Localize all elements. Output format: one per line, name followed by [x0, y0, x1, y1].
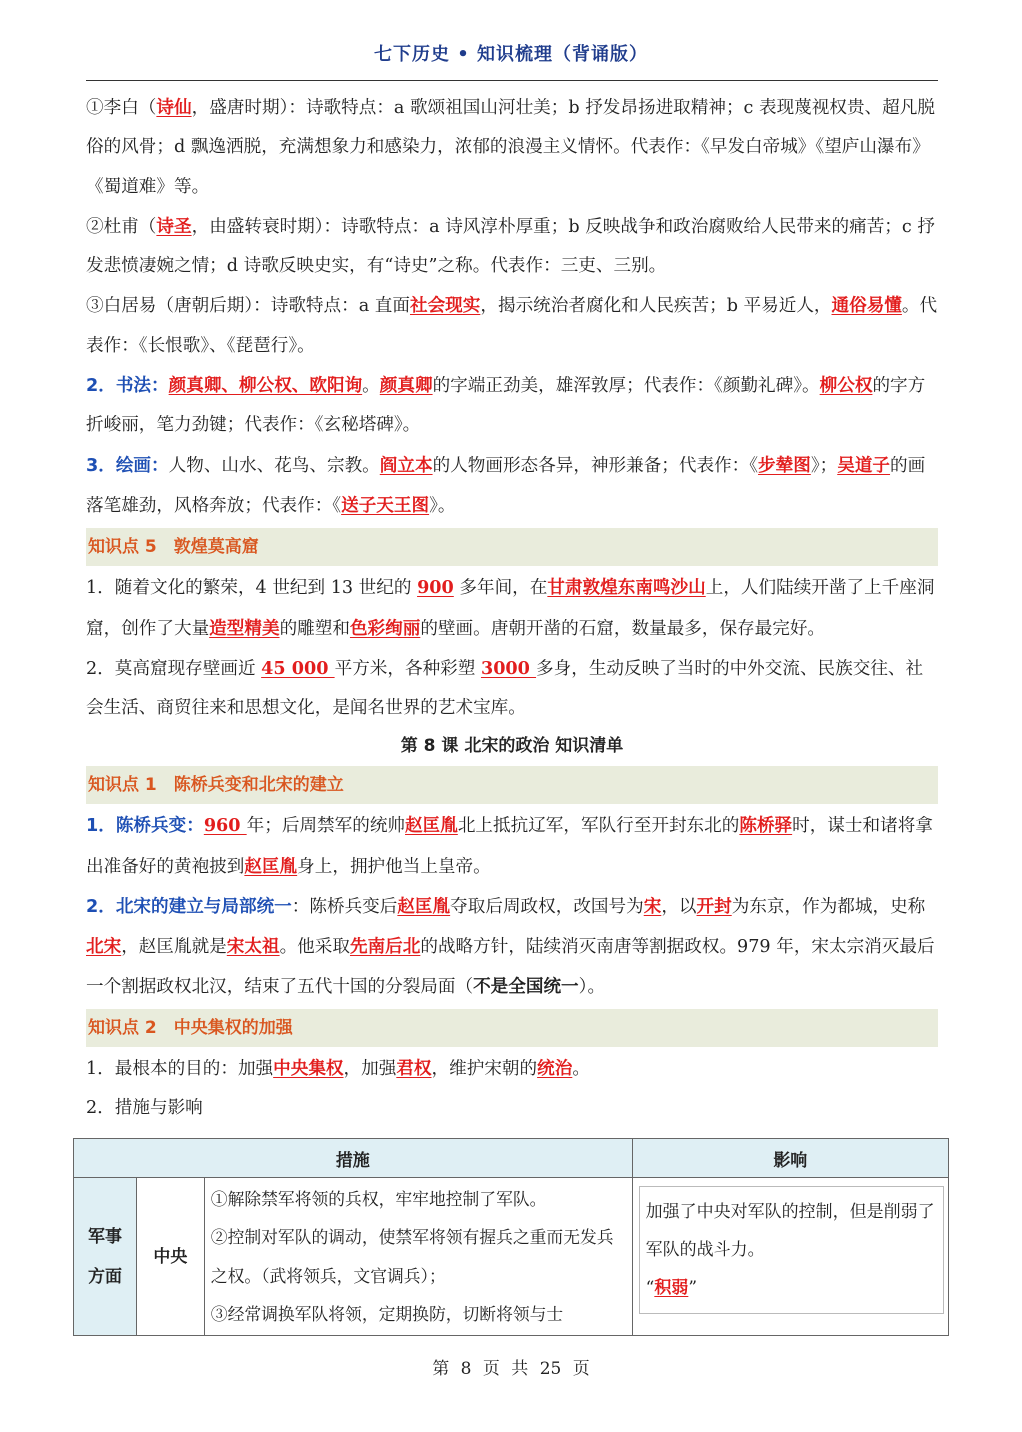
- key-term: 君权: [396, 1057, 432, 1079]
- page-header-title: 七下历史 • 知识梳理（背诵版）: [373, 44, 649, 65]
- impact-cell: [632, 1178, 948, 1336]
- key-term: 柳公权: [819, 375, 873, 397]
- key-term: 陈桥驿: [739, 815, 793, 837]
- lesson-title: 第 8 课 北宋的政治 知识清单: [400, 736, 624, 757]
- main-content: [86, 88, 938, 1129]
- measures-table: [73, 1138, 949, 1336]
- key-term: 颜真卿: [379, 375, 433, 397]
- centralize-purpose: 1．最根本的目的：加强中央集权，加强君权，维护宋朝的统治。: [86, 1057, 590, 1079]
- key-term: 开封: [696, 896, 732, 918]
- beisong-paragraph: 2．北宋的建立与局部统一：陈桥兵变后赵匡胤夺取后周政权，改国号为宋，以开封为东京，作为都城，史称北宋，赵匡胤就是宋太祖。他采取先南后北的战略方针，陆续消灭南唐等割据政权。979 年，宋太宗消灭最后一个割据政权北汉，结束了五代十国的分裂局面（不是全国统一）。: [86, 896, 935, 997]
- centralize-measures-heading: 2．措施与影响: [86, 1098, 203, 1119]
- key-term: 社会现实: [409, 295, 481, 317]
- dunhuang-paragraph-1: 1．随着文化的繁荣，4 世纪到 13 世纪的 900 多年间，在甘肃敦煌东南鸣沙山上，人们陆续开凿了上千座洞窟，创作了大量造型精美的雕塑和色彩绚丽的壁画。唐朝开凿的石窟，数量最多，保存最完好。: [86, 577, 935, 639]
- key-term: 吴道子: [837, 454, 891, 476]
- key-term: 赵匡胤: [244, 855, 298, 877]
- table-header-measures: 措施: [74, 1139, 633, 1178]
- key-term: 北宋: [86, 936, 122, 958]
- measure-item: ③经常调换军队将领，定期换防，切断将领与士: [210, 1304, 564, 1324]
- table-header-impact: 影响: [632, 1139, 948, 1178]
- key-term: 色彩绚丽: [349, 617, 421, 639]
- section-label: 2．书法：: [86, 376, 169, 397]
- key-term: 900: [417, 577, 454, 599]
- key-term: 赵匡胤: [405, 815, 458, 837]
- key-term: 960: [203, 815, 247, 837]
- impact-box: 加强了中央对军队的控制，但是削弱了军队的战斗力。 “积弱”: [639, 1186, 944, 1314]
- measures-cell: [204, 1178, 632, 1336]
- key-term: 宋: [643, 896, 662, 918]
- bold-note: 不是全国统一: [473, 976, 579, 997]
- key-term: 送子天王图: [341, 494, 430, 516]
- key-term: 阎立本: [379, 454, 433, 476]
- key-term: 先南后北: [349, 936, 421, 958]
- row-category: 军事方面: [74, 1178, 137, 1336]
- section-label: 2．北宋的建立与局部统一: [86, 897, 292, 918]
- poet-baijuyi: ③白居易（唐朝后期）：诗歌特点：a 直面社会现实，揭示统治者腐化和人民疾苦；b 平易近人，通俗易懂。代表作：《长恨歌》、《琵琶行》。: [86, 295, 938, 356]
- key-term: 诗圣: [156, 215, 192, 237]
- key-term: 通俗易懂: [831, 295, 902, 317]
- key-term: 宋太祖: [226, 936, 280, 958]
- painting-paragraph: 3．绘画：人物、山水、花鸟、宗教。阎立本的人物画形态各异，神形兼备；代表作：《步辇图》；吴道子的画落笔雄劲，风格奔放；代表作：《送子天王图》。: [86, 454, 926, 516]
- knowledge-point-heading: 知识点 5 敦煌莫高窟: [86, 528, 938, 566]
- measure-item: ②控制对军队的调动，使禁军将领有握兵之重而无发兵之权。（武将领兵，文官调兵）；: [210, 1227, 614, 1286]
- section-label: 3．绘画：: [86, 455, 169, 476]
- key-term: 积弱: [654, 1278, 689, 1298]
- row-subcategory: 中央: [136, 1178, 204, 1336]
- page-footer: 第 8 页 共 25 页: [432, 1359, 590, 1379]
- key-term: 中央集权: [273, 1057, 344, 1079]
- key-term: 甘肃敦煌东南鸣沙山: [547, 577, 706, 599]
- key-term: 步辇图: [758, 454, 811, 476]
- header-divider: [86, 80, 938, 81]
- poet-libai: ①李白（诗仙，盛唐时期）：诗歌特点：a 歌颂祖国山河壮美；b 抒发昂扬进取精神；c 表现蔑视权贵、超凡脱俗的风骨；d 飘逸洒脱，充满想象力和感染力，浓郁的浪漫主义情怀。代表作：《早发白帝城》《望庐山瀑布》《蜀道难》等。: [86, 97, 935, 197]
- key-term: 造型精美: [209, 617, 280, 639]
- knowledge-point-heading: 知识点 1 陈桥兵变和北宋的建立: [86, 766, 938, 804]
- key-term: 3000: [480, 657, 537, 679]
- table-header-row: [74, 1139, 949, 1178]
- knowledge-point-heading: 知识点 2 中央集权的加强: [86, 1009, 938, 1047]
- calligraphy-paragraph: 2．书法：颜真卿、柳公权、欧阳询。颜真卿的字端正劲美，雄浑敦厚；代表作：《颜勤礼碑》。柳公权的字方折峻丽，笔力劲键；代表作：《玄秘塔碑》。: [86, 375, 926, 436]
- chenqiao-paragraph: 1．陈桥兵变：960 年；后周禁军的统帅赵匡胤北上抵抗辽军，军队行至开封东北的陈桥驿时，谋士和诸将拿出准备好的黄袍披到赵匡胤身上，拥护他当上皇帝。: [86, 815, 933, 877]
- key-term: 赵匡胤: [397, 896, 451, 918]
- poet-dufu: ②杜甫（诗圣，由盛转衰时期）：诗歌特点：a 诗风淳朴厚重；b 反映战争和政治腐败给人民带来的痛苦；c 抒发悲愤凄婉之情；d 诗歌反映史实，有“诗史”之称。代表作：三吏、三别。: [86, 215, 935, 277]
- key-term: 颜真卿、柳公权、欧阳询: [168, 375, 363, 397]
- key-term: 诗仙: [156, 97, 192, 118]
- section-label: 1．陈桥兵变：: [86, 816, 204, 837]
- measure-item: ①解除禁军将领的兵权，牢牢地控制了军队。: [210, 1188, 547, 1209]
- key-term: 统治: [537, 1057, 573, 1079]
- table-row: [74, 1178, 949, 1336]
- key-term: 45 000: [261, 657, 335, 679]
- dunhuang-paragraph-2: 2．莫高窟现存壁画近 45 000 平方米，各种彩塑 3000 多身，生动反映了当时的中外交流、民族交往、社会生活、商贸往来和思想文化，是闻名世界的艺术宝库。: [86, 657, 924, 719]
